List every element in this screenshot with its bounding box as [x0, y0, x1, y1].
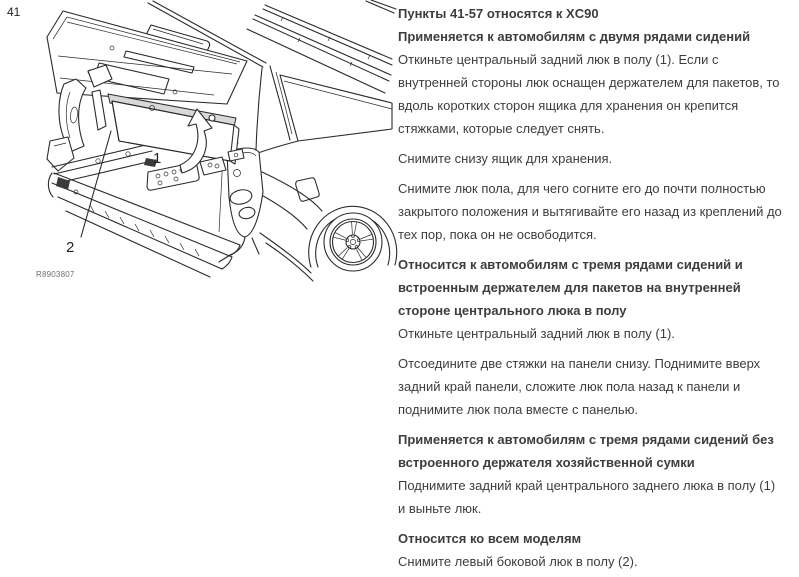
instruction-paragraph: Поднимите задний край центрального заднего люка в полу (1) и выньте люк. [398, 478, 776, 516]
callout-2-label: 2 [66, 239, 75, 256]
taillight [219, 148, 263, 262]
rear-wheel [309, 206, 397, 271]
instruction-paragraph: Снимите люк пола, для чего согните его до почти полностью закрытого положения и вытягивайте его назад из креплений до тех пор, пока он не освободится. [398, 181, 782, 242]
instruction-paragraph: Откиньте центральный задний люк в полу (1). [398, 326, 675, 341]
car-rear-illustration [0, 0, 400, 300]
instruction-heading: Пункты 41-57 относятся к XC90 [398, 6, 599, 21]
floor-hatch-open [108, 94, 239, 164]
instruction-heading: Относится к автомобилям с тремя рядами сидений и встроенным держателем для пакетов на внутренней стороне центрального люка в полу [398, 257, 743, 318]
instruction-heading: Относится ко всем моделям [398, 531, 582, 546]
figure-callouts [66, 131, 161, 256]
instruction-paragraph: Снимите снизу ящик для хранения. [398, 151, 613, 166]
page-item-number: 41 [7, 5, 21, 19]
d-pillar-window [256, 66, 392, 153]
rear-bumper [48, 158, 240, 277]
instruction-heading: Применяется к автомобилям с тремя рядами сидений без встроенного держателя хозяйственной сумки [398, 432, 774, 470]
callout-1-label: 1 [153, 150, 162, 167]
instruction-paragraph: Откиньте центральный задний люк в полу (1). Если с внутренней стороны люк оснащен держателем для пакетов, то вдоль коротких сторон ящика для хранения он крепится стяжками, которые следует снять. [398, 52, 780, 136]
instruction-paragraph: Снимите левый боковой люк в полу (2). [398, 554, 638, 569]
instruction-heading: Применяется к автомобилям с двумя рядами сидений [398, 29, 751, 44]
instruction-paragraph: Отсоедините две стяжки на панели снизу. Поднимите вверх задний край панели, сложите люк пола назад к панели и поднимите люк пола вместе с панелью. [398, 356, 761, 417]
figure-ref-code: R8903807 [36, 270, 75, 279]
figure-illustration [0, 0, 400, 300]
instruction-text-column [398, 2, 782, 573]
